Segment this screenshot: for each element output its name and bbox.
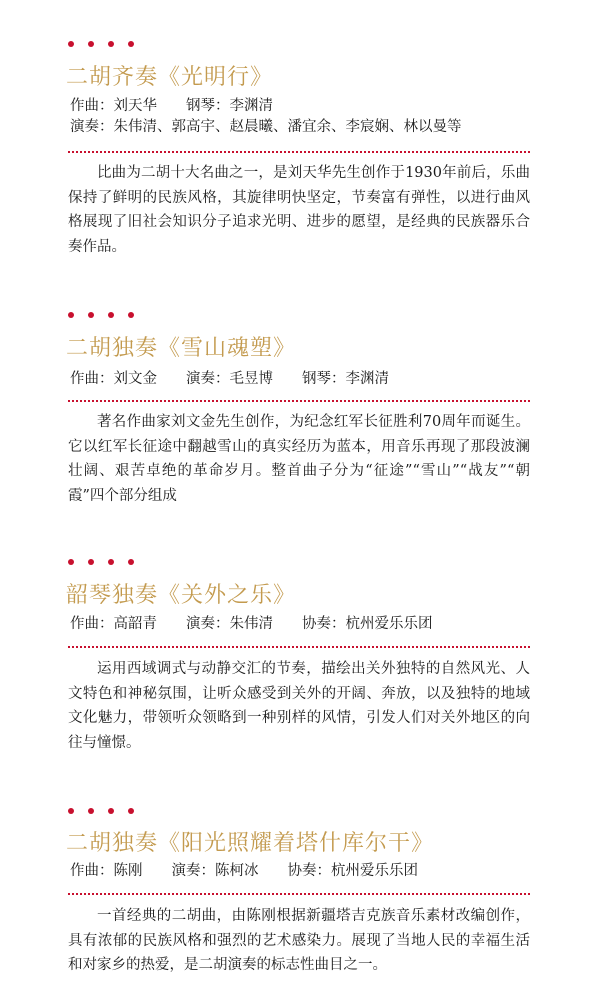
credits-line: 作曲：陈刚 演奏：陈柯冰 协奏：杭州爱乐乐团 — [70, 863, 418, 879]
dot-icon — [88, 559, 94, 565]
dot-icon — [108, 808, 114, 814]
dot-icon — [108, 559, 114, 565]
decorative-dots — [68, 559, 134, 565]
decorative-dots — [68, 808, 134, 814]
dot-icon — [128, 808, 134, 814]
dot-icon — [128, 312, 134, 318]
dotted-divider — [68, 151, 530, 153]
credits-line: 作曲：高韶青 演奏：朱伟清 协奏：杭州爱乐乐团 — [70, 616, 433, 632]
dot-icon — [108, 41, 114, 47]
dot-icon — [128, 41, 134, 47]
dot-icon — [108, 312, 114, 318]
credits-line: 演奏：朱伟清、郭高宇、赵晨曦、潘宜余、李宸娴、林以曼等 — [70, 119, 462, 135]
piece-description: 比曲为二胡十大名曲之一，是刘天华先生创作于1930年前后，乐曲保持了鲜明的民族风格，其旋律明快坚定，节奏富有弹性，以进行曲风格展现了旧社会知识分子追求光明、进步的愿望，是经典的民族器乐合奏作品。 — [68, 165, 530, 255]
dot-icon — [68, 808, 74, 814]
credits — [70, 861, 418, 882]
piece-title: 二胡独奏《阳光照耀着塔什库尔干》 — [66, 831, 435, 856]
dot-icon — [68, 41, 74, 47]
decorative-dots — [68, 312, 134, 318]
dot-icon — [68, 559, 74, 565]
piece-title: 二胡齐奏《光明行》 — [66, 65, 274, 90]
credits-line: 作曲：刘天华 钢琴：李渊清 — [70, 98, 273, 114]
piece-description: 一首经典的二胡曲，由陈刚根据新疆塔吉克族音乐素材改编创作，具有浓郁的民族风格和强烈的艺术感染力。展现了当地人民的幸福生活和对家乡的热爱，是二胡演奏的标志性曲目之一。 — [68, 908, 530, 973]
dotted-divider — [68, 646, 530, 648]
credits-line: 作曲：刘文金 演奏：毛昱博 钢琴：李渊清 — [70, 371, 389, 387]
piece-title: 二胡独奏《雪山魂塑》 — [66, 336, 297, 361]
dotted-divider — [68, 893, 530, 895]
dot-icon — [88, 312, 94, 318]
dotted-divider — [68, 400, 530, 402]
credits — [70, 369, 389, 390]
dot-icon — [68, 312, 74, 318]
piece-title: 韶琴独奏《关外之乐》 — [66, 583, 297, 608]
piece-description: 著名作曲家刘文金先生创作，为纪念红军长征胜利70周年而诞生。它以红军长征途中翻越雪山的真实经历为蓝本，用音乐再现了那段波澜壮阔、艰苦卓绝的革命岁月。整首曲子分为“征途”“雪山”“战友”“朝霞”四个部分组成 — [68, 414, 530, 504]
credits — [70, 614, 433, 635]
dot-icon — [88, 41, 94, 47]
decorative-dots — [68, 41, 134, 47]
credits — [70, 96, 462, 138]
piece-description: 运用西域调式与动静交汇的节奏，描绘出关外独特的自然风光、人文特色和神秘氛围，让听众感受到关外的开阔、奔放，以及独特的地域文化魅力，带领听众领略到一种别样的风情，引发人们对关外地区的向往与憧憬。 — [68, 661, 530, 751]
dot-icon — [88, 808, 94, 814]
dot-icon — [128, 559, 134, 565]
